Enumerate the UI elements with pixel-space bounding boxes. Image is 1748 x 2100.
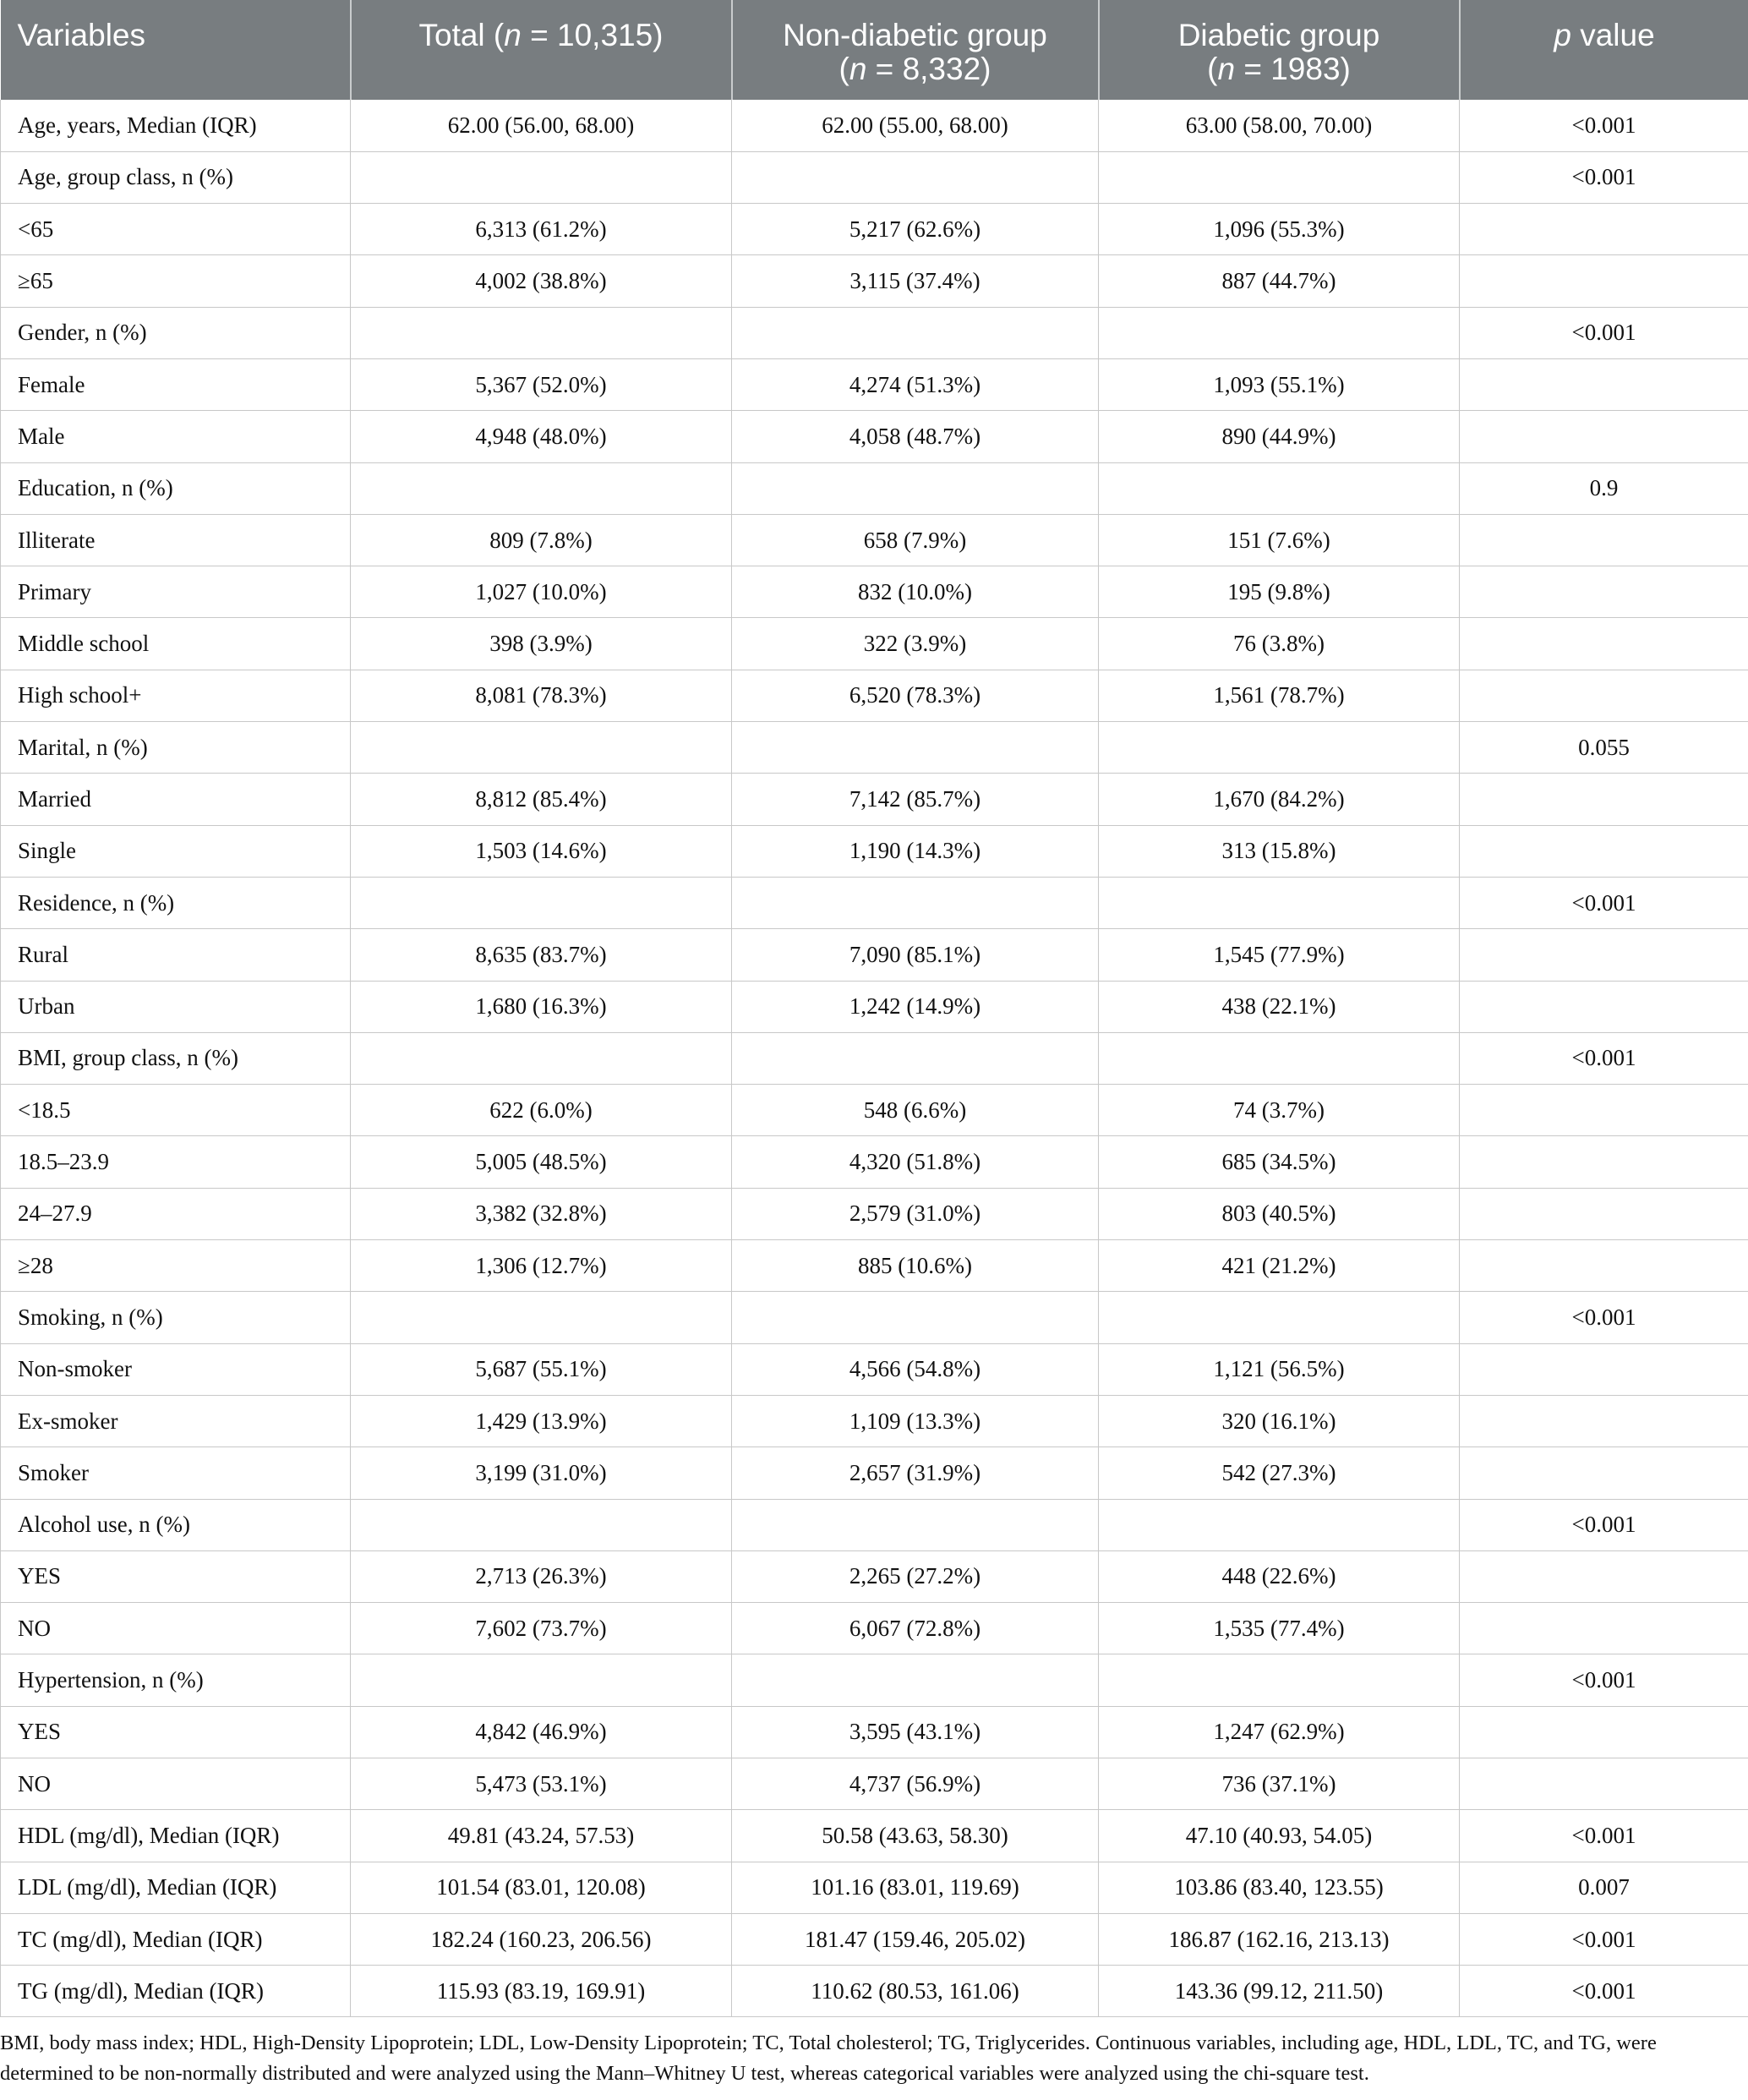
table-body bbox=[1, 100, 1748, 2017]
variable-cell: LDL (mg/dl), Median (IQR) bbox=[1, 1862, 351, 1913]
variable-cell: YES bbox=[1, 1706, 351, 1758]
table-row bbox=[1, 618, 1748, 670]
table-header bbox=[1, 0, 1748, 100]
diabetic-cell bbox=[1099, 151, 1460, 203]
total-cell: 1,306 (12.7%) bbox=[351, 1240, 732, 1292]
nondiabetic-cell: 4,274 (51.3%) bbox=[732, 358, 1099, 410]
variable-cell: NO bbox=[1, 1758, 351, 1810]
table-row bbox=[1, 1654, 1748, 1706]
total-cell bbox=[351, 877, 732, 928]
nondiabetic-cell: 6,520 (78.3%) bbox=[732, 670, 1099, 721]
total-cell: 3,199 (31.0%) bbox=[351, 1447, 732, 1499]
table-row bbox=[1, 358, 1748, 410]
table-row bbox=[1, 100, 1748, 151]
variable-cell: <65 bbox=[1, 204, 351, 255]
diabetic-cell: 1,545 (77.9%) bbox=[1099, 929, 1460, 981]
total-cell bbox=[351, 462, 732, 514]
variable-cell: Non-smoker bbox=[1, 1343, 351, 1395]
total-cell: 1,027 (10.0%) bbox=[351, 566, 732, 618]
p-value-cell: 0.007 bbox=[1460, 1862, 1748, 1913]
total-cell: 101.54 (83.01, 120.08) bbox=[351, 1862, 732, 1913]
total-cell bbox=[351, 722, 732, 774]
p-value-cell bbox=[1460, 514, 1748, 566]
p-value-cell bbox=[1460, 1447, 1748, 1499]
nondiabetic-cell: 50.58 (43.63, 58.30) bbox=[732, 1810, 1099, 1862]
p-value-cell: 0.055 bbox=[1460, 722, 1748, 774]
p-value-cell: <0.001 bbox=[1460, 100, 1748, 151]
variable-cell: Middle school bbox=[1, 618, 351, 670]
table-footnote: BMI, body mass index; HDL, High-Density Lipoprotein; LDL, Low-Density Lipoprotein; TC, Total cholesterol; TG, Triglycerides. Continuous variables, including age, HDL, LDL, TC, and TG, were determined to be non-normally distributed and were analyzed using the Mann–Whitney U test, whereas categorical variables were analyzed using the chi-square test. bbox=[0, 2032, 1657, 2085]
table-row bbox=[1, 1810, 1748, 1862]
table-row bbox=[1, 307, 1748, 358]
variable-cell: ≥28 bbox=[1, 1240, 351, 1292]
p-value-cell: <0.001 bbox=[1460, 307, 1748, 358]
diabetic-cell: 1,535 (77.4%) bbox=[1099, 1603, 1460, 1654]
diabetic-cell: 1,093 (55.1%) bbox=[1099, 358, 1460, 410]
total-cell: 1,429 (13.9%) bbox=[351, 1395, 732, 1446]
table-row bbox=[1, 1240, 1748, 1292]
total-cell: 8,635 (83.7%) bbox=[351, 929, 732, 981]
variable-cell: NO bbox=[1, 1603, 351, 1654]
p-value-cell bbox=[1460, 825, 1748, 877]
diabetic-cell: 151 (7.6%) bbox=[1099, 514, 1460, 566]
nondiabetic-cell: 658 (7.9%) bbox=[732, 514, 1099, 566]
nondiabetic-cell: 1,109 (13.3%) bbox=[732, 1395, 1099, 1446]
diabetic-cell: 47.10 (40.93, 54.05) bbox=[1099, 1810, 1460, 1862]
diabetic-cell: 320 (16.1%) bbox=[1099, 1395, 1460, 1446]
total-cell: 49.81 (43.24, 57.53) bbox=[351, 1810, 732, 1862]
p-value-cell bbox=[1460, 981, 1748, 1032]
p-value-cell: <0.001 bbox=[1460, 1654, 1748, 1706]
variable-cell: Ex-smoker bbox=[1, 1395, 351, 1446]
header-variables: Variables bbox=[17, 18, 146, 52]
total-cell: 1,503 (14.6%) bbox=[351, 825, 732, 877]
table-row bbox=[1, 1085, 1748, 1136]
diabetic-cell: 74 (3.7%) bbox=[1099, 1085, 1460, 1136]
diabetic-cell bbox=[1099, 1032, 1460, 1084]
p-value-cell bbox=[1460, 1188, 1748, 1239]
diabetic-cell: 685 (34.5%) bbox=[1099, 1136, 1460, 1188]
diabetic-cell bbox=[1099, 1654, 1460, 1706]
variable-cell: Marital, n (%) bbox=[1, 722, 351, 774]
diabetic-cell: 542 (27.3%) bbox=[1099, 1447, 1460, 1499]
header-nondiabetic: Non-diabetic group (n = 8,332) bbox=[732, 0, 1099, 100]
p-value-cell bbox=[1460, 670, 1748, 721]
nondiabetic-cell: 2,579 (31.0%) bbox=[732, 1188, 1099, 1239]
table-row bbox=[1, 1550, 1748, 1602]
p-value-cell bbox=[1460, 1240, 1748, 1292]
total-cell: 3,382 (32.8%) bbox=[351, 1188, 732, 1239]
total-cell: 622 (6.0%) bbox=[351, 1085, 732, 1136]
total-cell bbox=[351, 1292, 732, 1343]
p-value-cell bbox=[1460, 774, 1748, 825]
nondiabetic-cell: 885 (10.6%) bbox=[732, 1240, 1099, 1292]
nondiabetic-cell bbox=[732, 1654, 1099, 1706]
total-cell: 5,367 (52.0%) bbox=[351, 358, 732, 410]
p-value-cell: <0.001 bbox=[1460, 1499, 1748, 1550]
nondiabetic-cell: 6,067 (72.8%) bbox=[732, 1603, 1099, 1654]
diabetic-cell: 421 (21.2%) bbox=[1099, 1240, 1460, 1292]
diabetic-cell bbox=[1099, 877, 1460, 928]
total-cell: 115.93 (83.19, 169.91) bbox=[351, 1966, 732, 2017]
nondiabetic-cell: 4,320 (51.8%) bbox=[732, 1136, 1099, 1188]
diabetic-cell: 1,121 (56.5%) bbox=[1099, 1343, 1460, 1395]
total-cell: 809 (7.8%) bbox=[351, 514, 732, 566]
nondiabetic-cell bbox=[732, 307, 1099, 358]
p-value-cell bbox=[1460, 1085, 1748, 1136]
nondiabetic-cell bbox=[732, 722, 1099, 774]
total-cell: 62.00 (56.00, 68.00) bbox=[351, 100, 732, 151]
variable-cell: Married bbox=[1, 774, 351, 825]
table-row bbox=[1, 1447, 1748, 1499]
variable-cell: Alcohol use, n (%) bbox=[1, 1499, 351, 1550]
variable-cell: Urban bbox=[1, 981, 351, 1032]
nondiabetic-cell: 2,657 (31.9%) bbox=[732, 1447, 1099, 1499]
nondiabetic-cell: 7,142 (85.7%) bbox=[732, 774, 1099, 825]
nondiabetic-cell bbox=[732, 151, 1099, 203]
table-row bbox=[1, 825, 1748, 877]
diabetic-cell bbox=[1099, 307, 1460, 358]
nondiabetic-cell: 3,115 (37.4%) bbox=[732, 255, 1099, 307]
nondiabetic-cell: 101.16 (83.01, 119.69) bbox=[732, 1862, 1099, 1913]
nondiabetic-cell: 1,242 (14.9%) bbox=[732, 981, 1099, 1032]
diabetic-cell bbox=[1099, 1499, 1460, 1550]
nondiabetic-cell: 110.62 (80.53, 161.06) bbox=[732, 1966, 1099, 2017]
table-row bbox=[1, 204, 1748, 255]
variable-cell: Gender, n (%) bbox=[1, 307, 351, 358]
p-value-cell: <0.001 bbox=[1460, 151, 1748, 203]
total-cell bbox=[351, 1499, 732, 1550]
p-value-cell bbox=[1460, 411, 1748, 462]
total-cell: 2,713 (26.3%) bbox=[351, 1550, 732, 1602]
table-row bbox=[1, 1966, 1748, 2017]
p-value-cell bbox=[1460, 1395, 1748, 1446]
table-row bbox=[1, 981, 1748, 1032]
p-value-cell bbox=[1460, 1706, 1748, 1758]
header-diabetic: Diabetic group (n = 1983) bbox=[1099, 0, 1460, 100]
p-value-cell bbox=[1460, 929, 1748, 981]
table-row bbox=[1, 1136, 1748, 1188]
table-row bbox=[1, 1706, 1748, 1758]
table-row bbox=[1, 877, 1748, 928]
variable-cell: Male bbox=[1, 411, 351, 462]
diabetic-cell: 143.36 (99.12, 211.50) bbox=[1099, 1966, 1460, 2017]
p-value-cell bbox=[1460, 358, 1748, 410]
diabetic-cell: 887 (44.7%) bbox=[1099, 255, 1460, 307]
nondiabetic-cell bbox=[732, 1032, 1099, 1084]
variable-cell: Single bbox=[1, 825, 351, 877]
p-value-cell: <0.001 bbox=[1460, 1966, 1748, 2017]
variable-cell: Education, n (%) bbox=[1, 462, 351, 514]
header-row bbox=[1, 0, 1748, 100]
p-value-cell bbox=[1460, 1603, 1748, 1654]
nondiabetic-cell bbox=[732, 462, 1099, 514]
nondiabetic-cell: 548 (6.6%) bbox=[732, 1085, 1099, 1136]
table-row bbox=[1, 1913, 1748, 1965]
nondiabetic-cell: 1,190 (14.3%) bbox=[732, 825, 1099, 877]
table-row bbox=[1, 722, 1748, 774]
variable-cell: Female bbox=[1, 358, 351, 410]
diabetic-cell: 448 (22.6%) bbox=[1099, 1550, 1460, 1602]
table-row bbox=[1, 774, 1748, 825]
variable-cell: Smoker bbox=[1, 1447, 351, 1499]
variable-cell: TG (mg/dl), Median (IQR) bbox=[1, 1966, 351, 2017]
variable-cell: BMI, group class, n (%) bbox=[1, 1032, 351, 1084]
variable-cell: ≥65 bbox=[1, 255, 351, 307]
table-row bbox=[1, 1292, 1748, 1343]
variable-cell: Illiterate bbox=[1, 514, 351, 566]
total-cell: 5,687 (55.1%) bbox=[351, 1343, 732, 1395]
diabetic-cell bbox=[1099, 722, 1460, 774]
total-cell: 6,313 (61.2%) bbox=[351, 204, 732, 255]
table-row bbox=[1, 1862, 1748, 1913]
nondiabetic-cell bbox=[732, 1499, 1099, 1550]
p-value-cell bbox=[1460, 1136, 1748, 1188]
p-value-cell bbox=[1460, 1758, 1748, 1810]
nondiabetic-cell: 7,090 (85.1%) bbox=[732, 929, 1099, 981]
p-value-cell: <0.001 bbox=[1460, 1810, 1748, 1862]
nondiabetic-cell: 4,566 (54.8%) bbox=[732, 1343, 1099, 1395]
nondiabetic-cell: 4,058 (48.7%) bbox=[732, 411, 1099, 462]
variable-cell: <18.5 bbox=[1, 1085, 351, 1136]
total-cell bbox=[351, 151, 732, 203]
diabetic-cell bbox=[1099, 1292, 1460, 1343]
nondiabetic-cell bbox=[732, 1292, 1099, 1343]
p-value-cell bbox=[1460, 255, 1748, 307]
total-cell: 182.24 (160.23, 206.56) bbox=[351, 1913, 732, 1965]
diabetic-cell bbox=[1099, 462, 1460, 514]
diabetic-cell: 1,670 (84.2%) bbox=[1099, 774, 1460, 825]
nondiabetic-cell: 5,217 (62.6%) bbox=[732, 204, 1099, 255]
table-row bbox=[1, 462, 1748, 514]
table-row bbox=[1, 1758, 1748, 1810]
variable-cell: 18.5–23.9 bbox=[1, 1136, 351, 1188]
table-row bbox=[1, 255, 1748, 307]
table-row bbox=[1, 1499, 1748, 1550]
total-cell: 7,602 (73.7%) bbox=[351, 1603, 732, 1654]
diabetic-cell: 186.87 (162.16, 213.13) bbox=[1099, 1913, 1460, 1965]
header-p-value: p value bbox=[1460, 0, 1748, 100]
diabetic-cell: 76 (3.8%) bbox=[1099, 618, 1460, 670]
nondiabetic-cell: 2,265 (27.2%) bbox=[732, 1550, 1099, 1602]
p-value-cell: <0.001 bbox=[1460, 1032, 1748, 1084]
variable-cell: Smoking, n (%) bbox=[1, 1292, 351, 1343]
total-cell: 4,002 (38.8%) bbox=[351, 255, 732, 307]
p-value-cell: <0.001 bbox=[1460, 1913, 1748, 1965]
total-cell bbox=[351, 307, 732, 358]
header-total: Total (n = 10,315) bbox=[351, 0, 732, 100]
table-row bbox=[1, 670, 1748, 721]
table-row bbox=[1, 1032, 1748, 1084]
diabetic-cell: 1,561 (78.7%) bbox=[1099, 670, 1460, 721]
variable-cell: TC (mg/dl), Median (IQR) bbox=[1, 1913, 351, 1965]
total-cell: 4,948 (48.0%) bbox=[351, 411, 732, 462]
nondiabetic-cell: 4,737 (56.9%) bbox=[732, 1758, 1099, 1810]
p-value-cell bbox=[1460, 618, 1748, 670]
nondiabetic-cell: 62.00 (55.00, 68.00) bbox=[732, 100, 1099, 151]
p-value-cell: 0.9 bbox=[1460, 462, 1748, 514]
total-cell: 8,812 (85.4%) bbox=[351, 774, 732, 825]
variable-cell: High school+ bbox=[1, 670, 351, 721]
variable-cell: 24–27.9 bbox=[1, 1188, 351, 1239]
variable-cell: Primary bbox=[1, 566, 351, 618]
diabetic-cell: 803 (40.5%) bbox=[1099, 1188, 1460, 1239]
diabetic-cell: 438 (22.1%) bbox=[1099, 981, 1460, 1032]
diabetic-cell: 890 (44.9%) bbox=[1099, 411, 1460, 462]
table-row bbox=[1, 929, 1748, 981]
diabetic-cell: 736 (37.1%) bbox=[1099, 1758, 1460, 1810]
table-row bbox=[1, 566, 1748, 618]
total-cell: 4,842 (46.9%) bbox=[351, 1706, 732, 1758]
total-cell: 1,680 (16.3%) bbox=[351, 981, 732, 1032]
p-value-cell: <0.001 bbox=[1460, 877, 1748, 928]
diabetic-cell: 195 (9.8%) bbox=[1099, 566, 1460, 618]
variable-cell: HDL (mg/dl), Median (IQR) bbox=[1, 1810, 351, 1862]
total-cell: 8,081 (78.3%) bbox=[351, 670, 732, 721]
table-row bbox=[1, 1395, 1748, 1446]
table-row bbox=[1, 411, 1748, 462]
table-row bbox=[1, 151, 1748, 203]
variable-cell: Hypertension, n (%) bbox=[1, 1654, 351, 1706]
diabetic-cell: 1,247 (62.9%) bbox=[1099, 1706, 1460, 1758]
p-value-cell bbox=[1460, 1343, 1748, 1395]
p-value-cell bbox=[1460, 566, 1748, 618]
total-cell: 5,005 (48.5%) bbox=[351, 1136, 732, 1188]
total-cell: 398 (3.9%) bbox=[351, 618, 732, 670]
diabetic-cell: 313 (15.8%) bbox=[1099, 825, 1460, 877]
diabetic-cell: 1,096 (55.3%) bbox=[1099, 204, 1460, 255]
table-row bbox=[1, 514, 1748, 566]
p-value-cell bbox=[1460, 1550, 1748, 1602]
variable-cell: Age, group class, n (%) bbox=[1, 151, 351, 203]
nondiabetic-cell: 181.47 (159.46, 205.02) bbox=[732, 1913, 1099, 1965]
nondiabetic-cell bbox=[732, 877, 1099, 928]
variable-cell: Age, years, Median (IQR) bbox=[1, 100, 351, 151]
nondiabetic-cell: 832 (10.0%) bbox=[732, 566, 1099, 618]
variable-cell: Rural bbox=[1, 929, 351, 981]
total-cell bbox=[351, 1032, 732, 1084]
diabetic-cell: 103.86 (83.40, 123.55) bbox=[1099, 1862, 1460, 1913]
variable-cell: Residence, n (%) bbox=[1, 877, 351, 928]
p-value-cell: <0.001 bbox=[1460, 1292, 1748, 1343]
p-value-cell bbox=[1460, 204, 1748, 255]
total-cell bbox=[351, 1654, 732, 1706]
table-row bbox=[1, 1603, 1748, 1654]
nondiabetic-cell: 3,595 (43.1%) bbox=[732, 1706, 1099, 1758]
diabetic-cell: 63.00 (58.00, 70.00) bbox=[1099, 100, 1460, 151]
table-row bbox=[1, 1188, 1748, 1239]
table-row bbox=[1, 1343, 1748, 1395]
variable-cell: YES bbox=[1, 1550, 351, 1602]
nondiabetic-cell: 322 (3.9%) bbox=[732, 618, 1099, 670]
total-cell: 5,473 (53.1%) bbox=[351, 1758, 732, 1810]
